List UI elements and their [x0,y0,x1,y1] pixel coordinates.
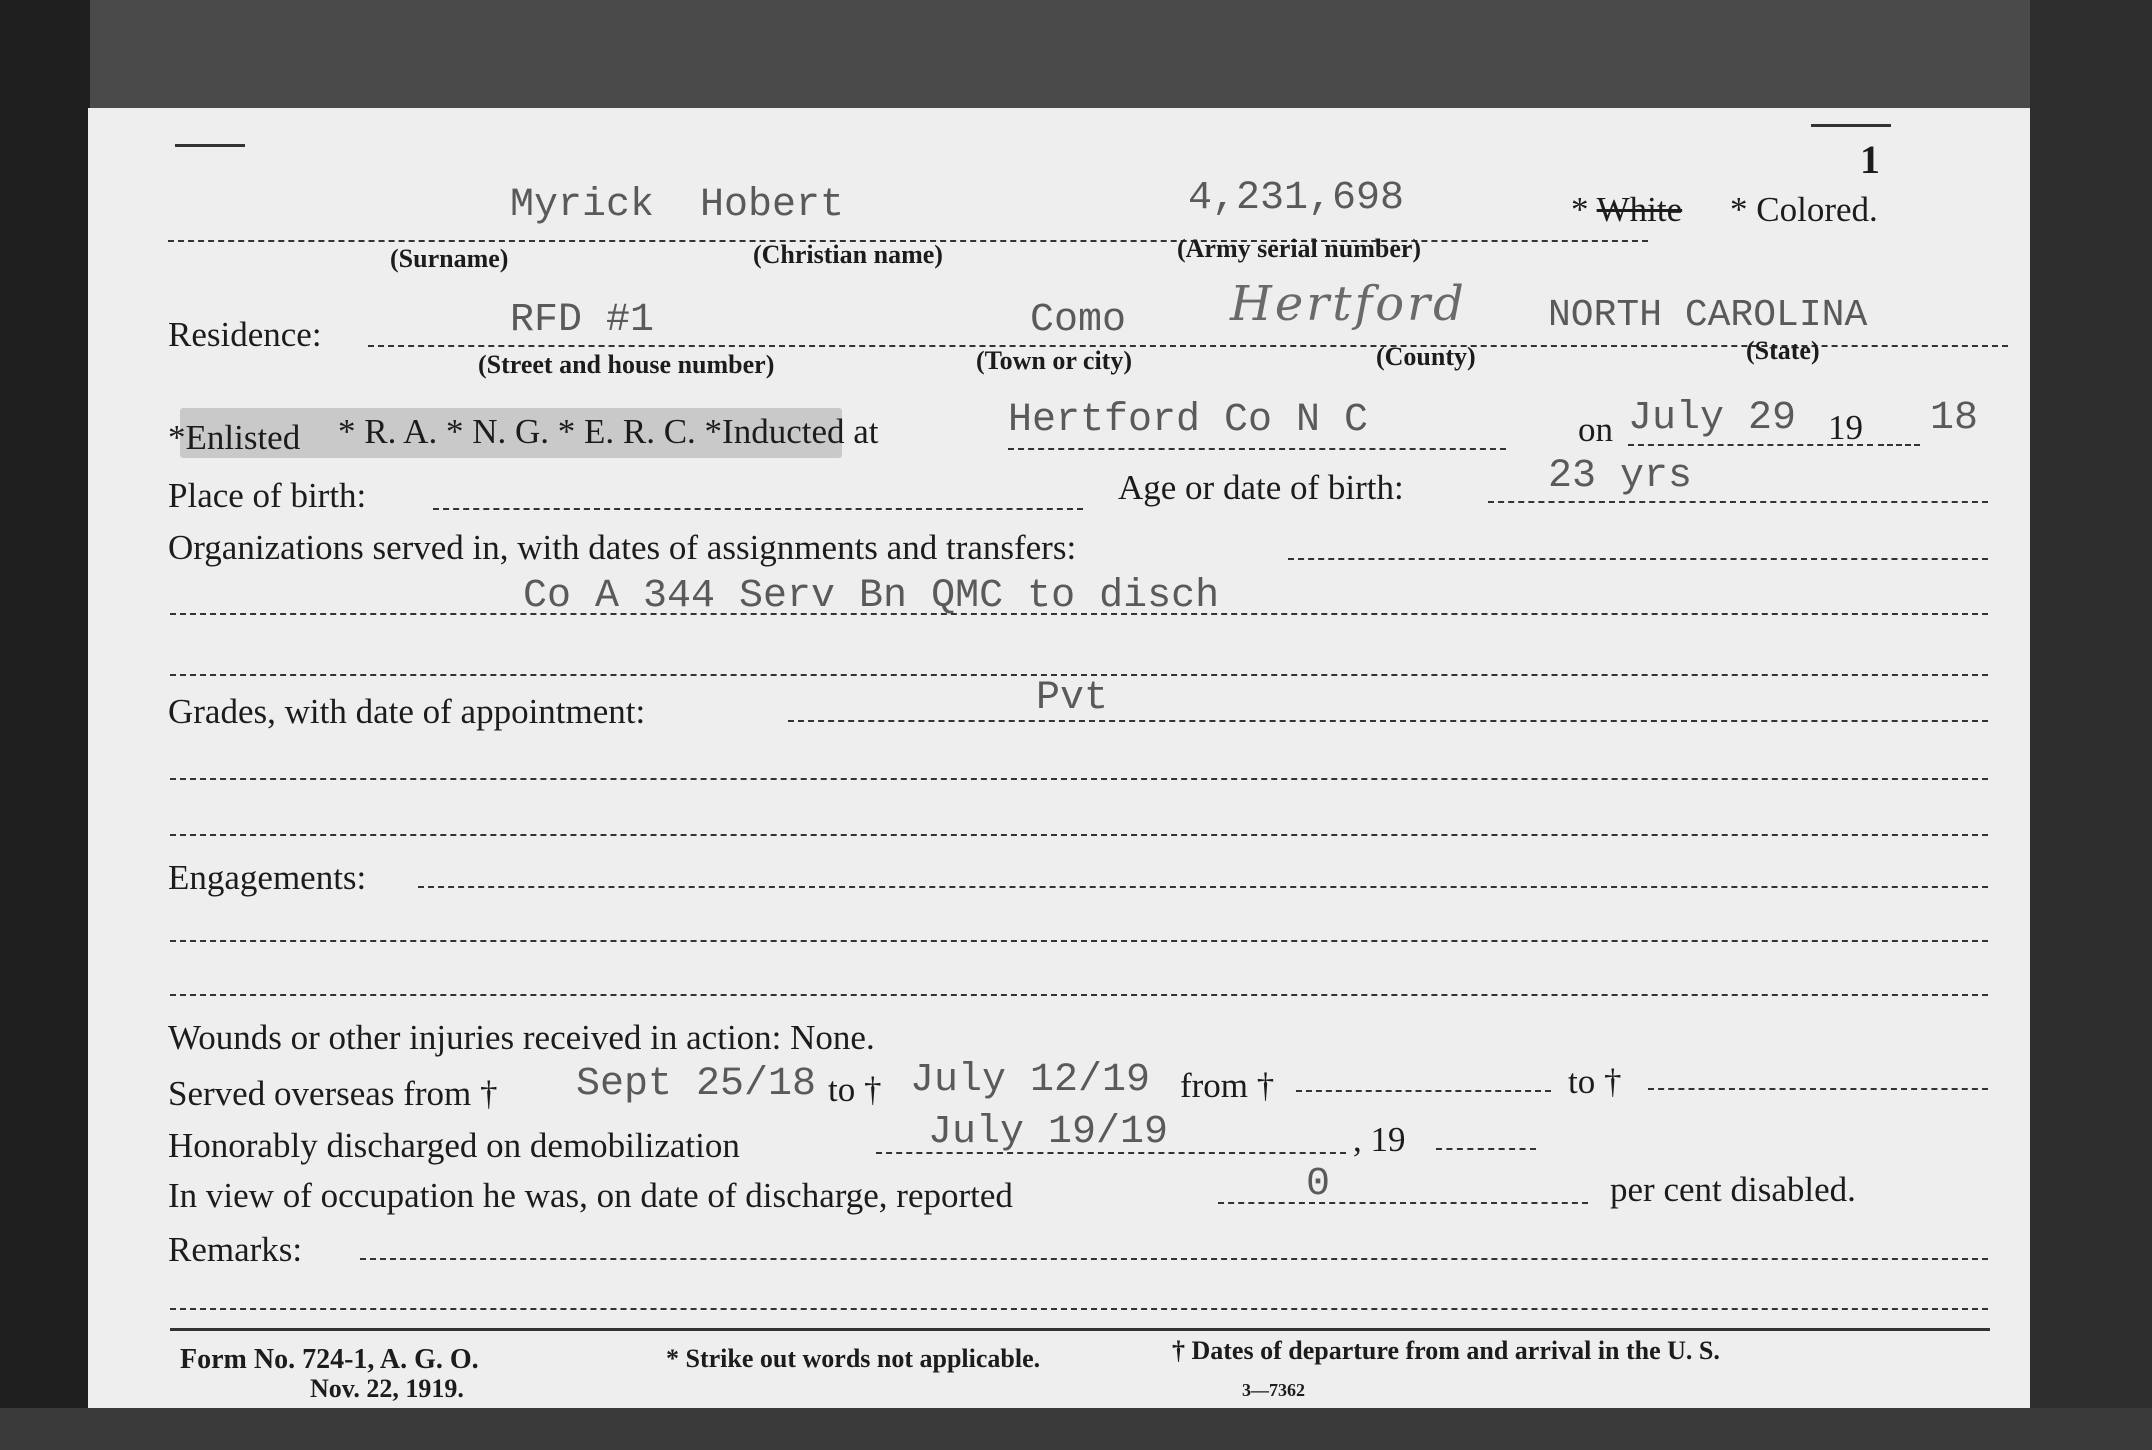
grades-line-3 [170,834,1988,836]
residence-county-value: Hertford [1230,276,1467,332]
race-white-option [1571,190,1682,230]
wounds-label-text: Wounds or other injuries received in action: [168,1018,782,1057]
caption-street: (Street and house number) [478,350,775,379]
enlisted-label: *Enlisted [168,418,301,457]
residence-town-value: Como [1030,298,1127,343]
induction-place-value: Hertford Co N C [1008,398,1369,443]
disability-value: 0 [1306,1162,1331,1207]
disability-suffix: per cent disabled. [1610,1170,1856,1209]
enlistment-options: * R. A. * N. G. * E. R. C. *Inducted at [338,412,879,451]
engagements-line-2 [170,940,1988,942]
grades-line-2 [170,778,1988,780]
residence-street-value: RFD #1 [510,298,655,343]
organizations-line-1 [1288,558,1988,560]
wounds-label [168,1018,875,1058]
disability-line [1218,1202,1588,1204]
induction-place-line [1008,448,1506,450]
discharge-year-label: , 19 [1353,1120,1406,1159]
form-date: Nov. 22, 1919. [310,1374,464,1403]
place-of-birth-label: Place of birth: [168,476,367,515]
organizations-label: Organizations served in, with dates of assignments and transfers: [168,528,1077,567]
overseas-label: Served overseas from † [168,1074,498,1113]
overseas-to-value: July 12/19 [910,1058,1151,1103]
age-line [1488,501,1988,503]
card-number: 1 [1860,137,1880,182]
top-left-mark [175,144,245,147]
serial-number-value: 4,231,698 [1188,176,1405,221]
surname-value: Myrick [510,183,655,228]
grades-label: Grades, with date of appointment: [168,692,646,731]
grades-value: Pvt [1036,676,1109,721]
induction-year-line [1878,444,1920,446]
wounds-value: None. [790,1018,875,1057]
top-right-mark [1811,124,1891,127]
residence-state-value: NORTH CAROLINA [1548,294,1868,337]
caption-surname: (Surname) [390,244,509,273]
background-left [0,0,90,1450]
residence-label: Residence: [168,315,322,354]
overseas-to2-label: to † [1568,1062,1622,1101]
strike-out-note: * Strike out words not applicable. [666,1344,1041,1373]
race-colored-option: * Colored. [1730,190,1878,229]
engagements-label: Engagements: [168,858,367,897]
caption-serial-number: (Army serial number) [1177,234,1422,263]
background-bottom [0,1408,2152,1450]
overseas-from2-label: from † [1180,1066,1275,1105]
remarks-line-2 [170,1308,1988,1310]
race-prefix: * [1571,190,1589,229]
overseas-to-label: to † [828,1070,882,1109]
induction-century-label: 19 [1828,408,1863,447]
grades-line-1 [788,720,1988,722]
engagements-line-1 [418,886,1988,888]
race-white-label: White [1596,190,1683,229]
footer-rule [170,1328,1990,1331]
overseas-from-value: Sept 25/18 [576,1062,817,1107]
discharge-date-line [876,1152,1346,1154]
disability-label: In view of occupation he was, on date of discharge, reported [168,1176,1013,1215]
caption-state: (State) [1746,336,1820,365]
engagements-line-3 [170,994,1988,996]
service-record-card [88,108,2030,1408]
dates-note: † Dates of departure from and arrival in the U. S. [1172,1336,1720,1365]
organizations-value: Co A 344 Serv Bn QMC to disch [523,574,1220,619]
discharge-label: Honorably discharged on demobilization [168,1126,740,1165]
overseas-from2-line [1296,1090,1551,1092]
induction-on-label: on [1578,410,1613,449]
caption-town: (Town or city) [976,346,1132,375]
caption-christian-name: (Christian name) [753,240,943,269]
remarks-label: Remarks: [168,1230,303,1269]
place-of-birth-line [433,508,1083,510]
organizations-line-2 [170,613,1988,615]
discharge-year-line [1436,1148,1536,1150]
overseas-to2-line [1648,1088,1988,1090]
induction-date-value: July 29 [1628,396,1797,441]
induction-year-value: 18 [1930,396,1979,441]
print-code: 3—7362 [1242,1380,1305,1400]
discharge-date-value: July 19/19 [928,1110,1169,1155]
age-value: 23 yrs [1548,454,1693,499]
remarks-line-1 [360,1258,1988,1260]
background-right [2030,0,2152,1450]
age-label: Age or date of birth: [1118,468,1404,507]
background-top [0,0,2152,108]
form-number: Form No. 724-1, A. G. O. [180,1344,479,1375]
caption-county: (County) [1376,342,1476,371]
christian-name-value: Hobert [700,183,845,228]
